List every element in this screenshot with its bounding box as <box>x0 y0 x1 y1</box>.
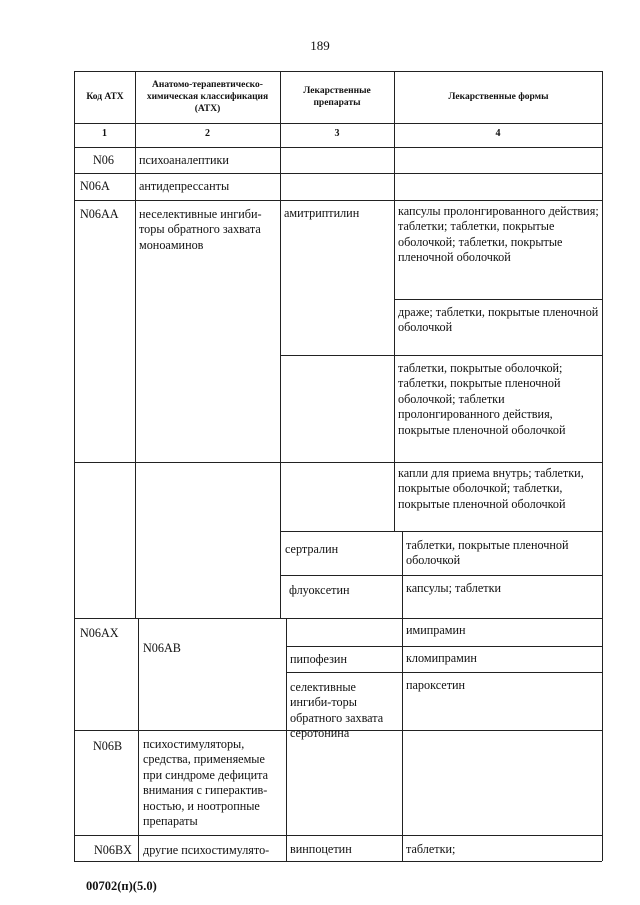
dosage-forms: таблетки, покрытые оболочкой; таблетки, покрытые пленочной оболочкой; таблетки пролонгированного действия, покрытые пленочной оболочкой <box>398 361 566 437</box>
document-code: 00702(п)(5.0) <box>86 879 157 893</box>
table-rule <box>286 646 602 647</box>
atc-code: N06AA <box>80 207 119 221</box>
table-rule <box>286 618 287 861</box>
drug-name: селективные ингиби-торы обратного захвата серотонина <box>290 680 384 741</box>
table-rule <box>74 71 75 861</box>
atc-code: N06 <box>93 153 114 167</box>
drug-name: амитриптилин <box>284 206 360 220</box>
table-rule <box>74 123 602 124</box>
table-rule <box>74 462 602 463</box>
table-rule <box>602 71 603 861</box>
table-rule <box>74 147 602 148</box>
table-rule <box>286 672 602 673</box>
drug-name: винпоцетин <box>290 842 352 856</box>
table-rule <box>394 299 602 300</box>
column-number-3: 3 <box>334 128 340 139</box>
table-rule <box>280 531 602 532</box>
dosage-forms: капли для приема внутрь; таблетки, покрытые оболочкой; таблетки, покрытые пленочной оболочкой <box>398 466 584 511</box>
column-number-4: 4 <box>495 128 501 139</box>
table-rule <box>74 861 602 862</box>
dosage-forms: таблетки, покрытые пленочной оболочкой <box>406 538 569 568</box>
table-rule <box>74 835 602 836</box>
table-rule <box>394 71 395 531</box>
atc-code: N06AX <box>80 626 119 640</box>
atc-code: N06A <box>80 179 110 193</box>
table-rule <box>402 531 403 861</box>
drug-name: флуоксетин <box>289 583 350 597</box>
atc-name: антидепрессанты <box>139 179 230 193</box>
drug-name: пипофезин <box>290 652 347 666</box>
drug-name: кломипрамин <box>406 651 477 665</box>
header-drugs: Лекарственные препараты <box>303 86 371 108</box>
header-code: Код АТХ <box>86 92 124 102</box>
table-rule <box>280 355 602 356</box>
page-number: 189 <box>310 38 330 53</box>
dosage-forms: капсулы пролонгированного действия; таблетки; таблетки, покрытые оболочкой; таблетки, покрытые пленочной оболочкой <box>398 204 599 265</box>
column-number-1: 1 <box>102 128 107 139</box>
table-rule <box>74 200 602 201</box>
table-rule <box>280 575 602 576</box>
column-number-2: 2 <box>205 128 210 139</box>
atc-code: N06BX <box>94 843 132 857</box>
dosage-forms: драже; таблетки, покрытые пленочной оболочкой <box>398 305 599 335</box>
atc-name: психоаналептики <box>139 153 229 167</box>
table-rule <box>74 71 602 72</box>
drug-name: пароксетин <box>406 678 466 692</box>
table-rule <box>74 618 602 619</box>
table-rule <box>138 618 139 861</box>
drug-name: имипрамин <box>406 623 466 637</box>
atc-name: неселективные ингиби-торы обратного захвата моноаминов <box>139 207 262 252</box>
table-rule <box>280 71 281 618</box>
atc-name: другие психостимулято- <box>143 843 270 857</box>
atc-code: N06B <box>93 739 123 753</box>
header-atc: Анатомо-терапевтическо-химическая классификация (АТХ) <box>146 80 269 114</box>
table-rule <box>135 71 136 618</box>
dosage-forms: таблетки; <box>406 842 456 856</box>
atc-name: психостимуляторы, средства, применяемые при синдроме дефицита внимания с гиперактив-ностью, и ноотропные препараты <box>143 737 269 829</box>
dosage-forms: капсулы; таблетки <box>406 581 502 595</box>
atc-name: N06AB <box>143 641 181 655</box>
drug-name: сертралин <box>285 542 339 556</box>
table-rule <box>74 173 602 174</box>
header-forms: Лекарственные формы <box>448 92 549 102</box>
